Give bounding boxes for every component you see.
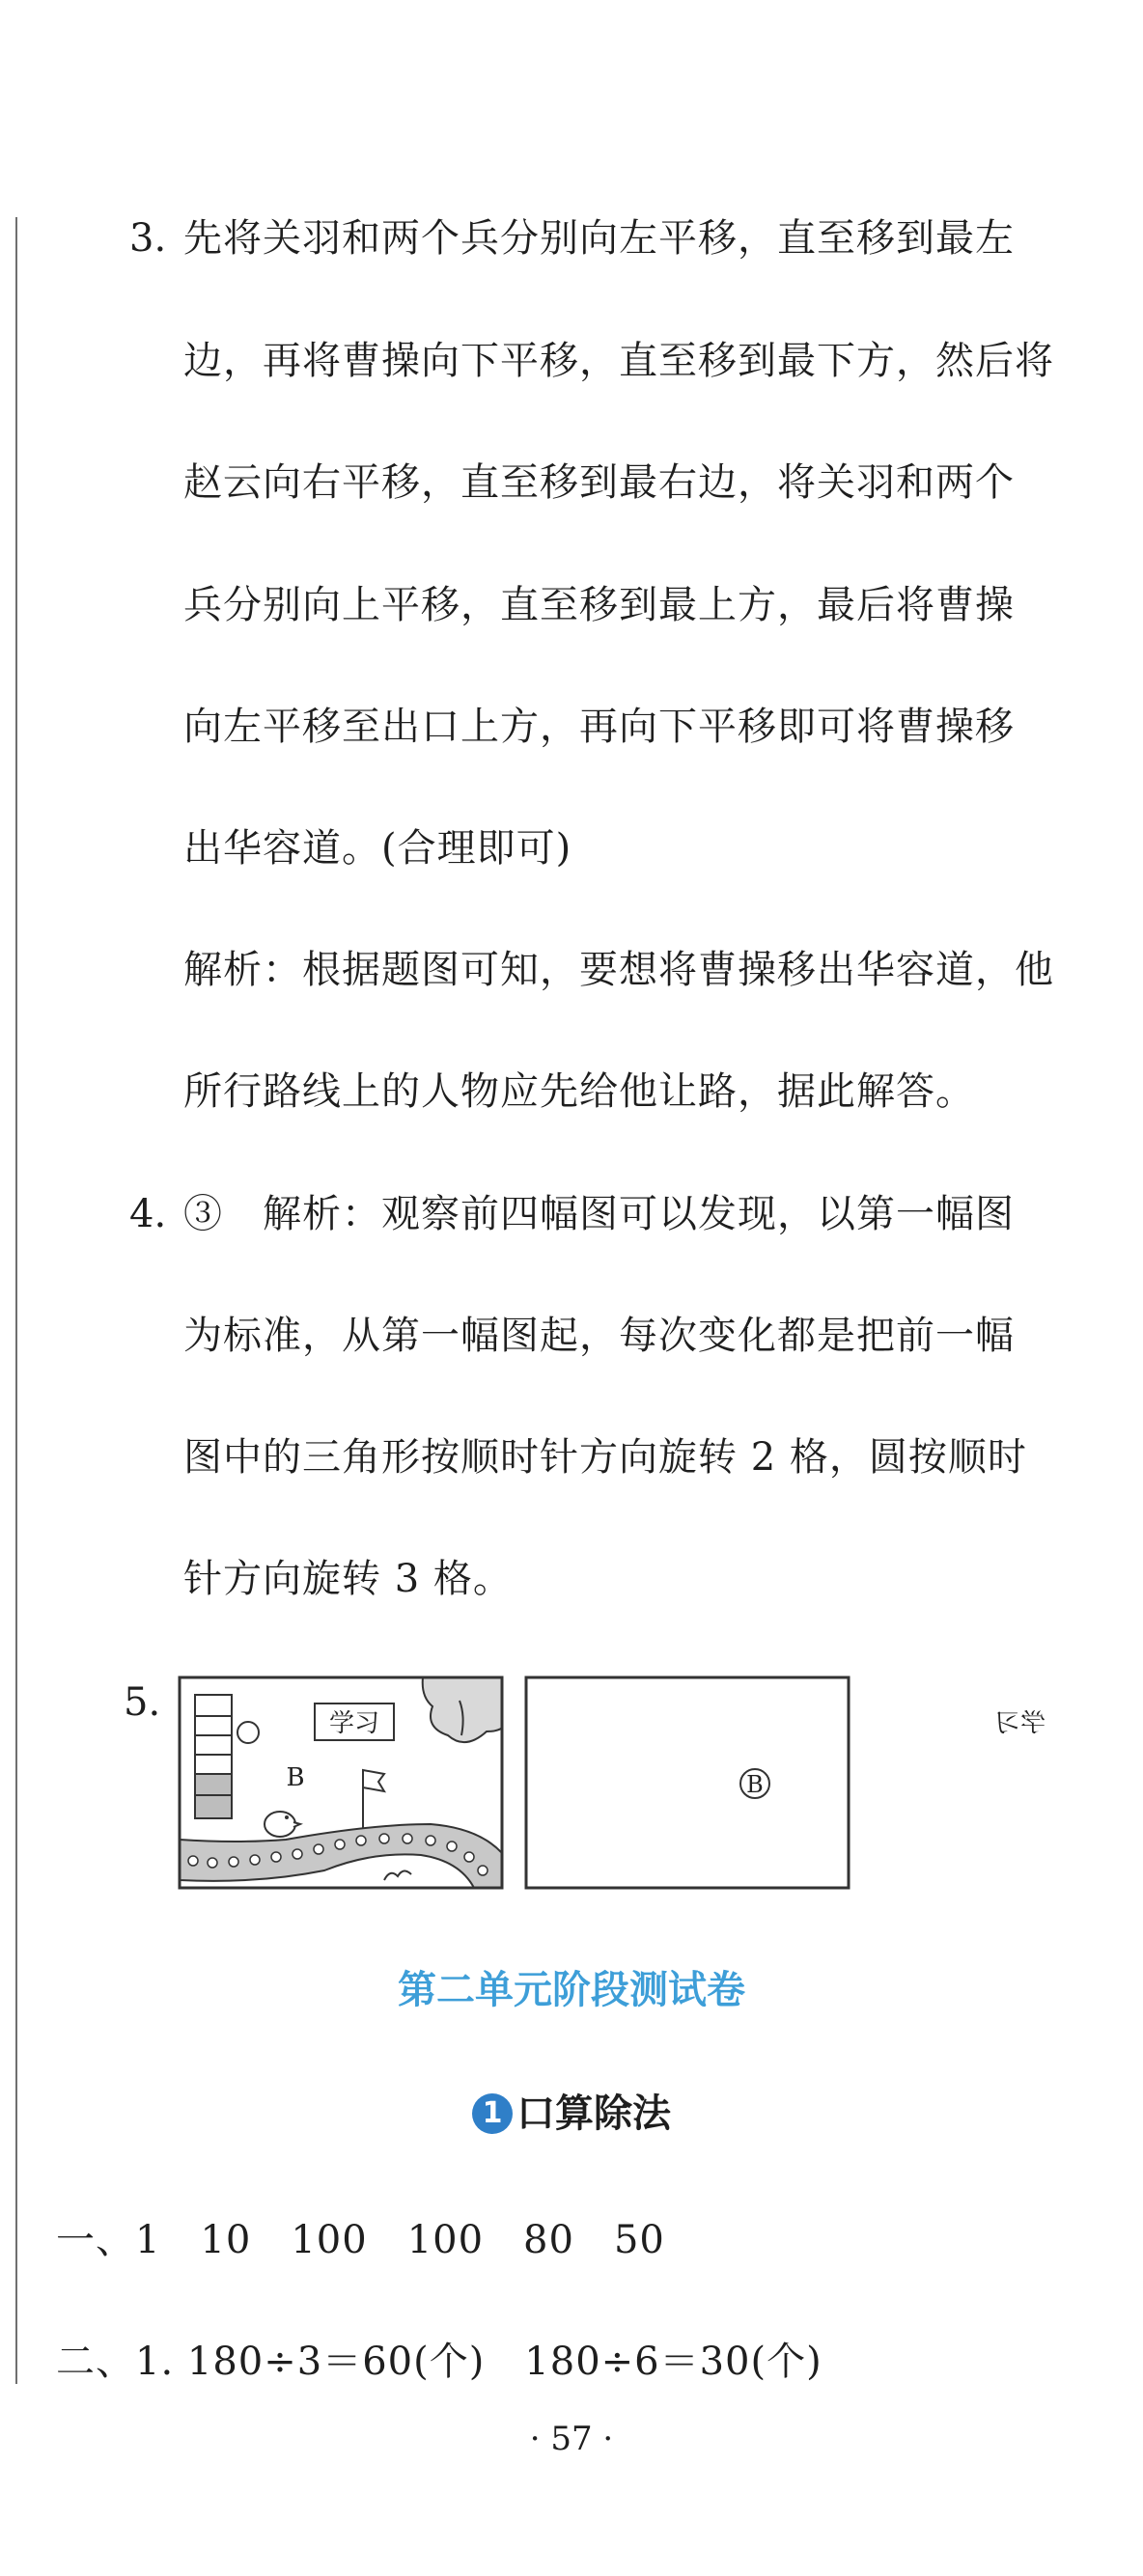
- margin-rule: [15, 217, 17, 2384]
- left-b-label: B: [286, 1763, 305, 1792]
- q4-line-1: ③ 解析：观察前四幅图可以发现，以第一幅图: [183, 1192, 1015, 1236]
- q3-line-3: 赵云向右平移，直至移到最右边，将关羽和两个: [183, 460, 1015, 505]
- q4-line-2: 为标准，从第一幅图起，每次变化都是把前一幅: [183, 1314, 1015, 1358]
- answer-line-1: 一、1 10 100 100 80 50: [56, 2218, 665, 2262]
- left-sign-text: 学习: [328, 1709, 380, 1738]
- q3-line-2: 边，再将曹操向下平移，直至移到最下方，然后将: [183, 339, 1054, 383]
- subsection-title-text: 口算除法: [516, 2091, 671, 2136]
- q3-analysis-line-2: 所行路线上的人物应先给他让路，据此解答。: [183, 1069, 975, 1114]
- right-sign-text-mirrored: 学习: [994, 1709, 1046, 1738]
- section-title: 第二单元阶段测试卷: [398, 1968, 745, 2012]
- answer-line-2: 二、1. 180÷3＝60(个) 180÷6＝30(个): [56, 2340, 822, 2384]
- q3-line-4: 兵分别向上平移，直至移到最上方，最后将曹操: [183, 583, 1015, 627]
- q3-number: 3.: [129, 216, 167, 261]
- q4-line-3: 图中的三角形按顺时针方向旋转 2 格，圆按顺时: [183, 1435, 1027, 1480]
- ball-icon: [237, 1722, 259, 1743]
- q3-line-1: 先将关羽和两个兵分别向左平移，直至移到最左: [183, 216, 1015, 261]
- q5-figure-svg: [180, 1677, 1046, 1890]
- q4-line-4: 针方向旋转 3 格。: [183, 1557, 513, 1601]
- bird-icon: [265, 1812, 295, 1837]
- q4-number: 4.: [129, 1192, 167, 1236]
- q3-line-6: 出华容道。(合理即可): [183, 826, 572, 871]
- q3-analysis-line-1: 解析：根据题图可知，要想将曹操移出华容道，他: [183, 948, 1054, 992]
- subsection-title: [0, 2088, 1143, 2140]
- q5-figures: [180, 1677, 1046, 1890]
- right-panel: [526, 1677, 1143, 1888]
- right-b-label: B: [746, 1771, 764, 1798]
- number-badge: 1: [472, 2093, 513, 2134]
- q5-number: 5.: [124, 1680, 161, 1725]
- q3-line-5: 向左平移至出口上方，再向下平移即可将曹操移: [183, 705, 1015, 749]
- page-number: · 57 ·: [529, 2420, 614, 2458]
